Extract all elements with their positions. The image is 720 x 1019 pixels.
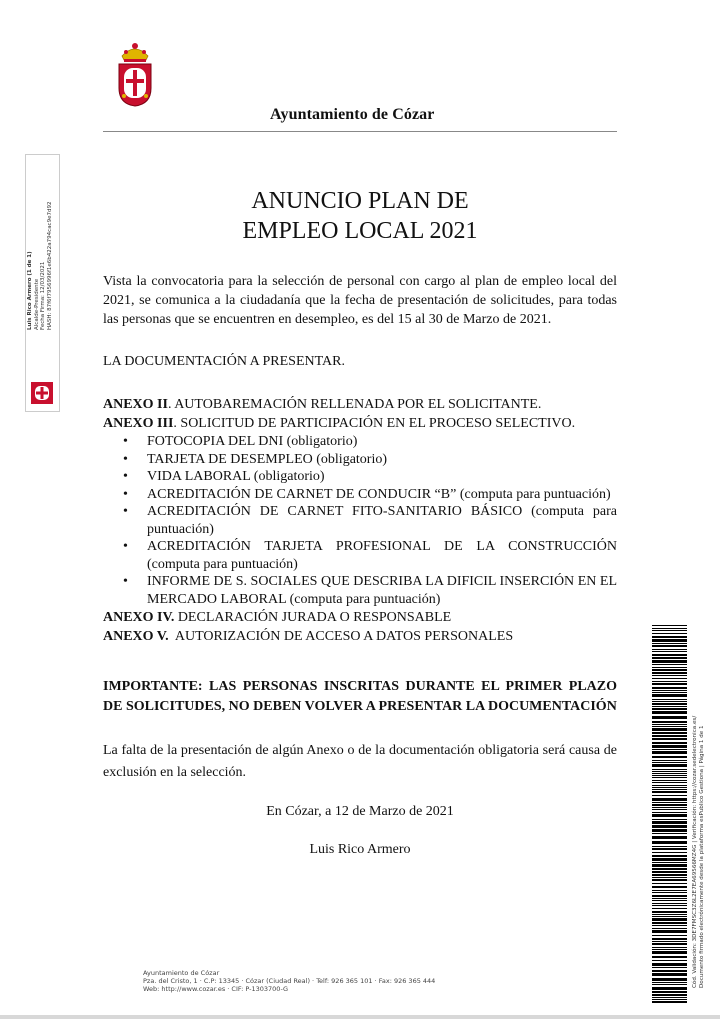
bullet-icon: • (123, 451, 128, 467)
page-title (103, 186, 617, 246)
list-item (103, 486, 617, 504)
list-item-text: ACREDITACIÓN DE CARNET DE CONDUCIR “B” (computa para puntuación) (147, 486, 611, 502)
bullet-icon: • (123, 469, 128, 484)
list-item-text: TARJETA DE DESEMPLEO (obligatorio) (147, 451, 388, 467)
list-item (103, 573, 617, 608)
title-line-2: EMPLEO LOCAL 2021 (242, 218, 478, 244)
annex-3 (103, 414, 617, 433)
annex-2 (103, 395, 617, 414)
annex-2-label: ANEXO II (103, 397, 168, 412)
signature-details (27, 180, 53, 330)
annex-5-label: ANEXO V. (103, 629, 169, 644)
document-body (103, 272, 617, 859)
list-item-text: FOTOCOPIA DEL DNI (obligatorio) (147, 434, 358, 449)
verification-text (692, 648, 706, 988)
signature-hash: HASH: 87f6f7956996f1e6b422a794cac9e7d92 (46, 201, 53, 330)
header-divider (103, 131, 617, 132)
annex-4-label: ANEXO IV. (103, 610, 175, 625)
intro-paragraph: Vista la convocatoria para la selección de personal con cargo al plan de empleo local del 2021, se comunica a la ciudadanía que la fecha de presentación de solicitudes, para todas las personas que se encuentren en desempleo, es del 15 al 30 de Marzo de 2021. (103, 274, 617, 327)
bullet-icon: • (123, 434, 128, 449)
important-notice: IMPORTANTE: LAS PERSONAS INSCRITAS DURANTE EL PRIMER PLAZO DE SOLICITUDES, NO DEBEN VOLVER A PRESENTAR LA DOCUMENTACIÓN (103, 679, 617, 714)
barcode-icon (652, 625, 687, 1003)
verification-line-1: Cód. Validación: 3DE7FMSC3Z6L2E7EA69566MZ4G | Verificación: https://cozar.sedelectronica.es/ (692, 715, 698, 988)
list-item (103, 451, 617, 469)
bullet-icon: • (123, 574, 128, 589)
verification-line-2: Documento firmado electrónicamente desde la plataforma esPublico Gestiona | Página 1 de 1 (699, 725, 705, 988)
annex-2-text: . AUTOBAREMACIÓN RELLENADA POR EL SOLICITANTE. (167, 397, 542, 412)
annex-list (103, 395, 617, 646)
place-date: En Cózar, a 12 de Marzo de 2021 (266, 804, 454, 819)
annex-3-label: ANEXO III (103, 416, 174, 431)
list-item-text: ACREDITACIÓN TARJETA PROFESIONAL DE LA CONSTRUCCIÓN (computa para puntuación) (147, 539, 617, 572)
signature-role: Alcalde-Presidente (33, 278, 40, 330)
required-documents-list (103, 433, 617, 608)
list-item (103, 503, 617, 538)
list-item (103, 538, 617, 573)
list-item-text: ACREDITACIÓN DE CARNET FITO-SANITARIO BÁSICO (computa para puntuación) (147, 504, 617, 537)
signature-name: Luis Rico Armero (1 de 1) (27, 251, 33, 330)
documentation-heading: LA DOCUMENTACIÓN A PRESENTAR. (103, 354, 345, 369)
title-line-1: ANUNCIO PLAN DE (251, 188, 469, 214)
signer-name: Luis Rico Armero (309, 842, 411, 857)
annex-5-text: AUTORIZACIÓN DE ACCESO A DATOS PERSONALES (168, 629, 514, 644)
annex-4-text: DECLARACIÓN JURADA O RESPONSABLE (174, 610, 452, 625)
seal-icon (31, 382, 53, 404)
footer-line-3: Web: http://www.cozar.es · CIF: P-1303700-G (143, 985, 289, 993)
coat-of-arms-icon (116, 40, 154, 108)
list-item-text: INFORME DE S. SOCIALES QUE DESCRIBA LA DIFICIL INSERCIÓN EN EL MERCADO LABORAL (computa para puntuación) (147, 574, 617, 607)
annex-4 (103, 608, 617, 627)
organization-title: Ayuntamiento de Cózar (270, 106, 435, 123)
bullet-icon: • (123, 504, 128, 519)
bullet-icon: • (123, 486, 128, 502)
list-item-text: VIDA LABORAL (obligatorio) (147, 469, 325, 484)
exclusion-notice: La falta de la presentación de algún Anexo o de la documentación obligatoria será causa de exclusión en la selección. (103, 743, 617, 780)
list-item (103, 433, 617, 451)
page-bottom-edge (0, 1015, 720, 1019)
signature-date: Fecha Firma: 12/03/2021 (40, 261, 46, 330)
footer-line-1: Ayuntamiento de Cózar (143, 969, 220, 977)
list-item (103, 468, 617, 486)
annex-3-text: . SOLICITUD DE PARTICIPACIÓN EN EL PROCESO SELECTIVO. (173, 416, 576, 431)
footer-line-2: Pza. del Cristo, 1 · C.P: 13345 · Cózar (Ciudad Real) · Telf: 926 365 101 · Fax: 926 365 444 (143, 977, 436, 985)
bullet-icon: • (123, 539, 128, 554)
annex-5 (103, 627, 617, 646)
page-footer (143, 969, 435, 993)
